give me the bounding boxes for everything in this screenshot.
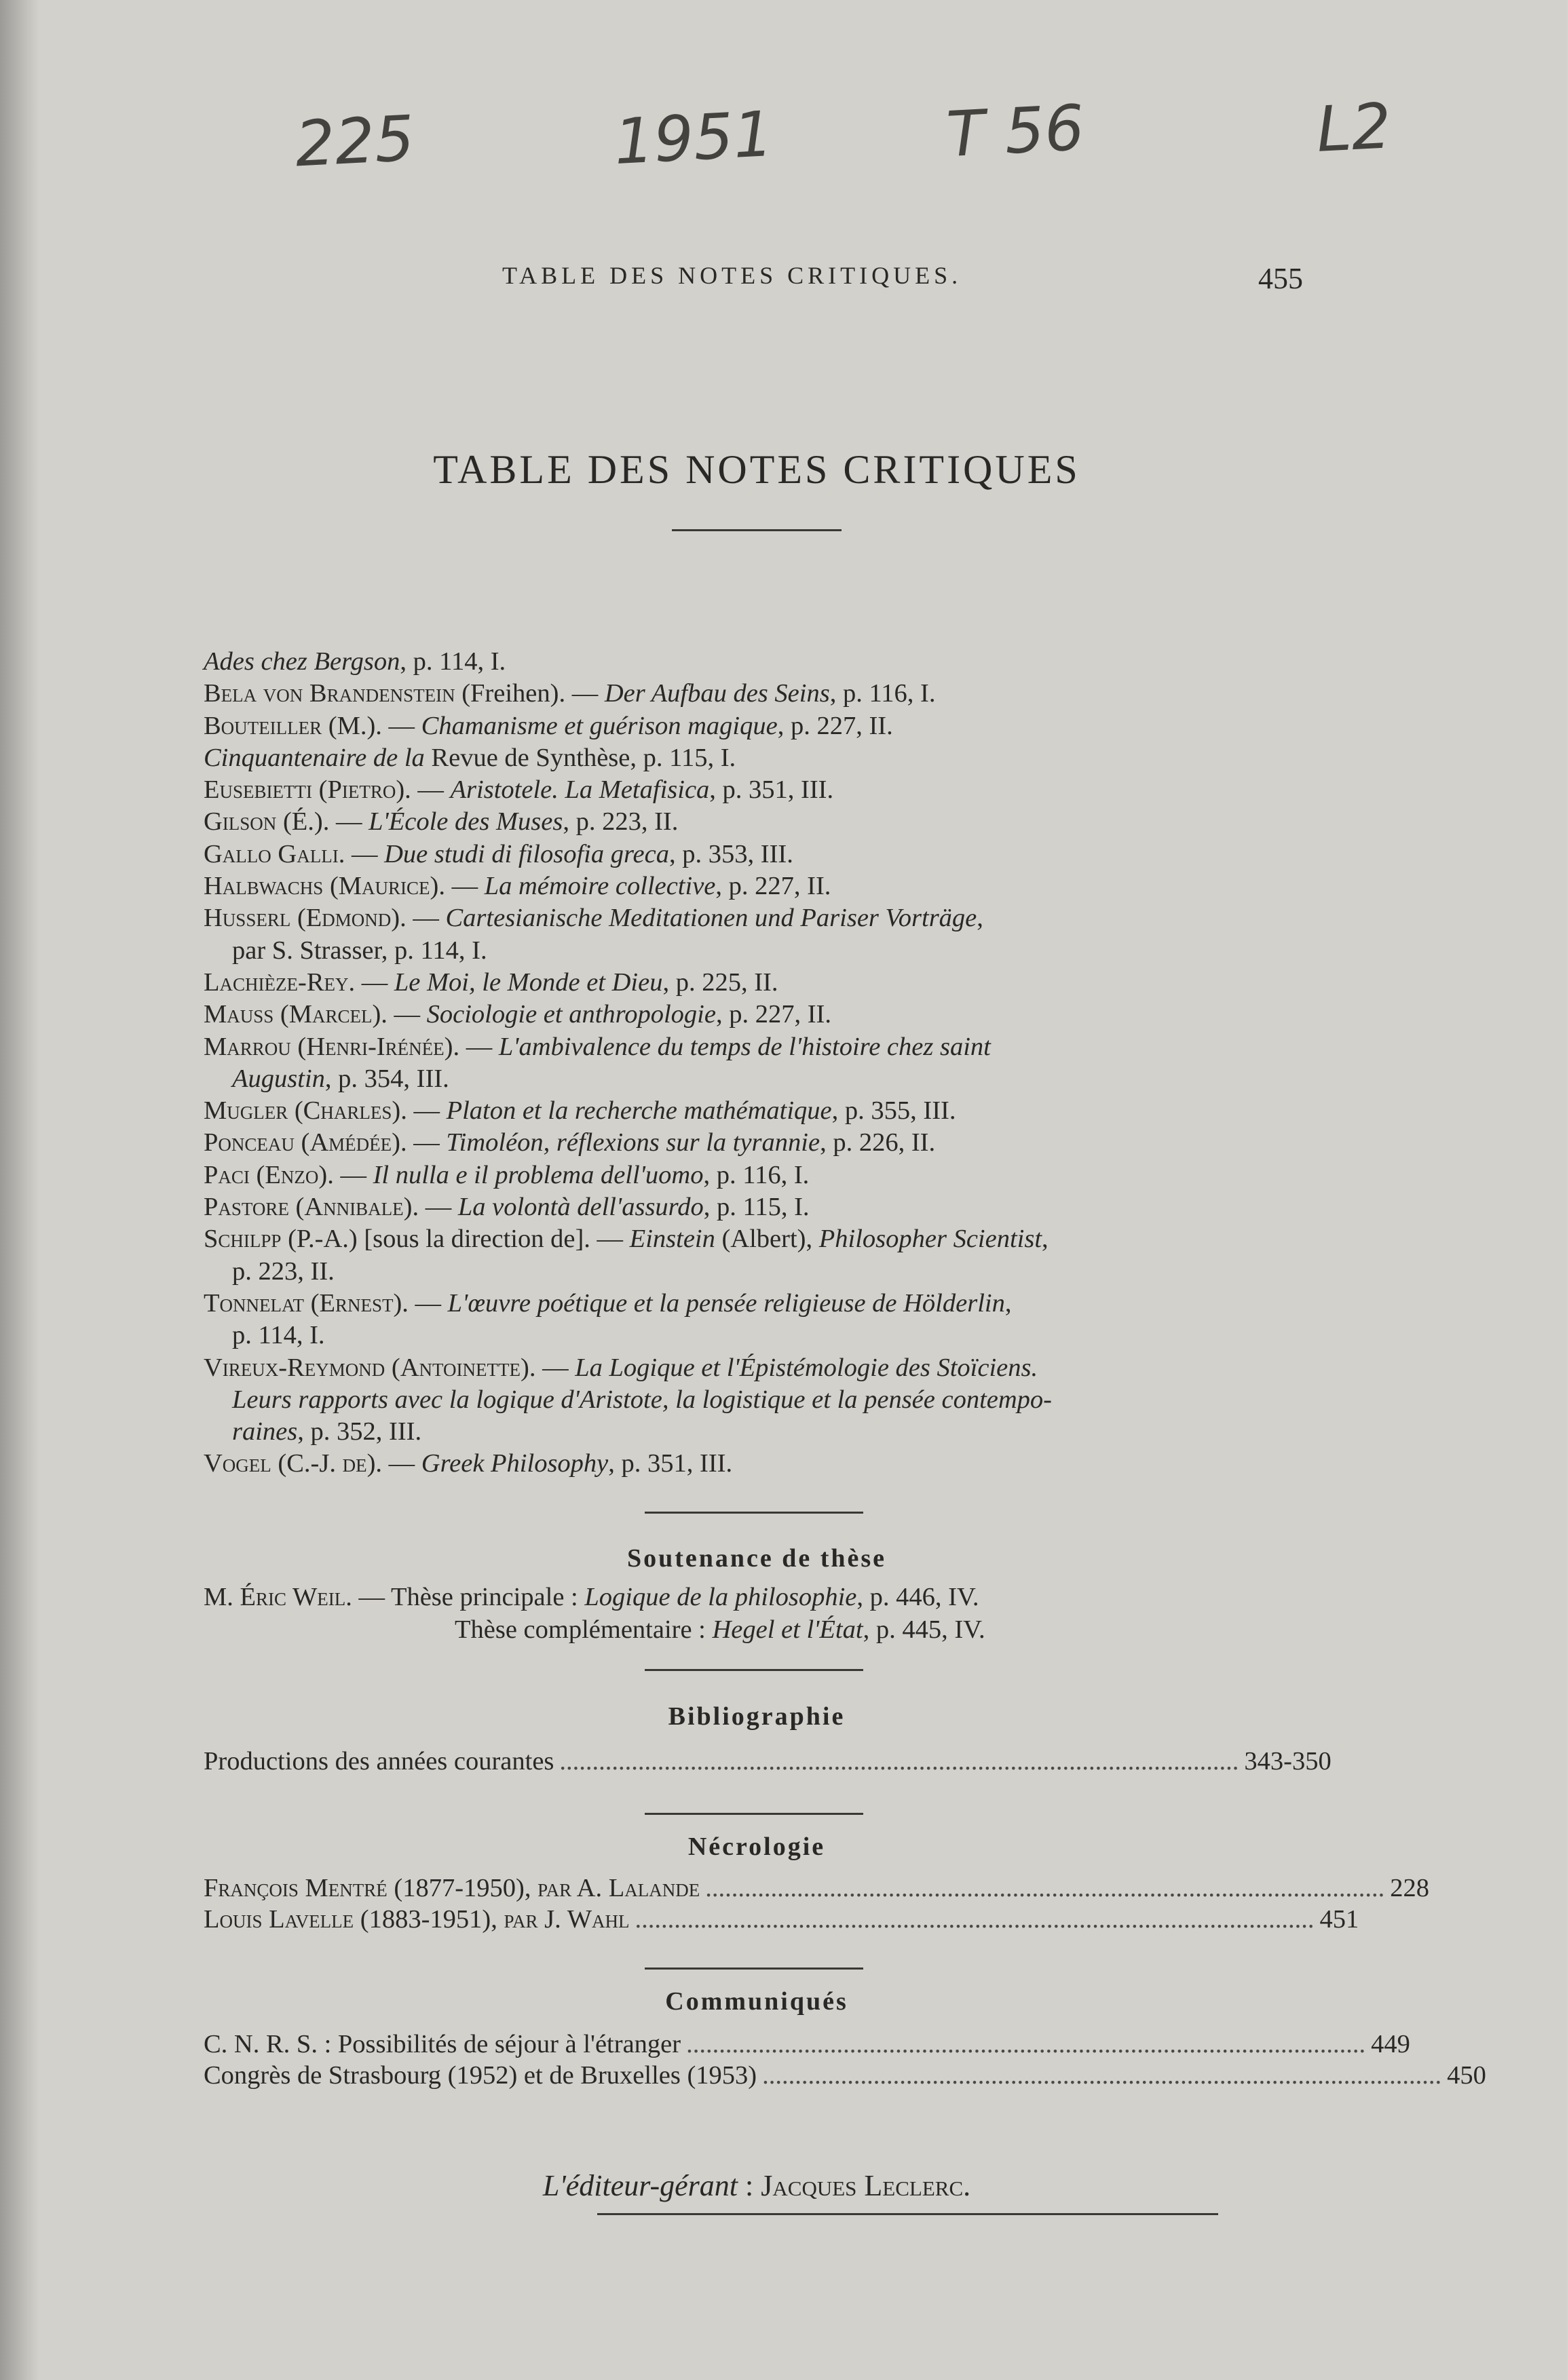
- entry-ref: , p. 355, III.: [831, 1096, 956, 1126]
- entry-title: Chamanisme et guérison magique: [421, 711, 778, 740]
- entry-continuation-text: , p. 354, III.: [324, 1064, 449, 1093]
- critique-entry-continuation: [204, 935, 1296, 967]
- entry-author: Halbwachs (Maurice): [204, 872, 439, 901]
- entry-separator: . —: [400, 1128, 447, 1157]
- entry-title-2: Philosopher Scientist: [818, 1225, 1042, 1254]
- section-rule: [645, 1968, 863, 1970]
- critique-entry: [204, 1223, 1296, 1255]
- entry-title: L'œuvre poétique et la pensée religieuse de Hölderlin: [447, 1288, 1005, 1318]
- critique-entry: [204, 839, 1296, 870]
- entry-separator: . —: [412, 1193, 458, 1222]
- these2-label: Thèse complémentaire :: [455, 1615, 713, 1644]
- page-number: 455: [1258, 262, 1303, 295]
- entry-author: Mugler (Charles): [204, 1096, 401, 1126]
- entry-title: Der Aufbau des Seins: [604, 679, 830, 708]
- section-heading-communiques: Communiqués: [665, 1987, 848, 2016]
- entry-title: Greek Philosophy: [421, 1449, 609, 1478]
- signature-rule: [597, 2213, 1218, 2215]
- critique-entry: [204, 806, 1296, 838]
- entry-ref: ,: [977, 904, 983, 933]
- entry-ref: , p. 116, I.: [703, 1160, 810, 1189]
- entry-title: Cartesianische Meditationen und Pariser Vorträge: [445, 904, 977, 933]
- editeur-signature: [0, 2168, 1513, 2203]
- entry-continuation-text: p. 223, II.: [232, 1256, 335, 1286]
- entry-author: Bela von Brandenstein: [204, 679, 455, 708]
- critique-entry-continuation: [204, 1256, 1296, 1288]
- entry-separator: (M.). —: [322, 711, 421, 740]
- critique-entry: [204, 1288, 1296, 1320]
- entry-continuation-text: Leurs rapports avec la logique d'Aristote, la logistique et la pensée contempo-: [232, 1385, 1052, 1414]
- entry-title: Ades chez Bergson: [204, 647, 400, 676]
- entry-author: Schilpp: [204, 1225, 282, 1254]
- entry-title: La Logique et l'Épistémologie des Stoïciens.: [575, 1353, 1038, 1382]
- handwritten-note-3: T 56: [945, 91, 1087, 172]
- critique-entry: [204, 710, 1296, 742]
- critique-entry: [204, 999, 1296, 1031]
- row-page: 343-350: [1244, 1747, 1332, 1776]
- leader-dots: ........................................................................................................: [705, 1874, 1385, 1902]
- entry-title: Due studi di filosofia greca: [384, 839, 669, 868]
- editeur-role: L'éditeur-gérant: [542, 2169, 738, 2202]
- entry-separator: (Freihen). —: [455, 679, 605, 708]
- entry-author: Pastore (Annibale): [204, 1193, 413, 1222]
- entry-author: Gallo Galli: [204, 839, 339, 868]
- entry-author: Eusebietti (Pietro): [204, 775, 405, 805]
- entry-author: Bouteiller: [204, 711, 322, 740]
- these2-ref: , p. 445, IV.: [863, 1615, 985, 1644]
- row-label: Louis Lavelle (1883-1951), par J. Wahl: [204, 1905, 630, 1934]
- leader-dots: ........................................................................................................: [762, 2061, 1442, 2090]
- entry-title: Le Moi, le Monde et Dieu: [394, 967, 663, 997]
- these-complementaire: [455, 1613, 1296, 1646]
- entry-ref: , p. 115, I.: [703, 1193, 810, 1222]
- entry-continuation-text: , p. 352, III.: [297, 1417, 422, 1446]
- entry-continuation-text: Augustin: [232, 1064, 325, 1093]
- entry-separator: . —: [375, 1449, 421, 1478]
- entry-title: La volontà dell'assurdo: [457, 1193, 704, 1222]
- editeur-sep: :: [738, 2169, 761, 2202]
- entry-ref: , p. 115, I.: [630, 743, 736, 772]
- critique-entry: [204, 774, 1296, 806]
- these2-title: Hegel et l'État: [712, 1615, 863, 1644]
- these-label: . — Thèse principale :: [345, 1583, 585, 1611]
- critique-entry: [204, 646, 1296, 678]
- critique-entry-continuation: [204, 1416, 1296, 1448]
- entry-ref: , p. 227, II.: [715, 872, 831, 901]
- critique-entry-continuation: [204, 1320, 1296, 1351]
- entry-separator: . —: [400, 904, 446, 933]
- entry-separator: . —: [327, 1160, 373, 1189]
- critique-entry: [204, 870, 1296, 902]
- entry-author: Gilson: [204, 807, 277, 837]
- row-label: François Mentré (1877-1950), par A. Lalande: [204, 1874, 700, 1902]
- critique-entry: [204, 1095, 1296, 1127]
- critique-entry-continuation: [204, 1384, 1296, 1416]
- entry-title: La mémoire collective: [484, 872, 716, 901]
- entry-continuation-text: raines: [232, 1417, 298, 1446]
- entry-ref-2: ,: [1042, 1225, 1049, 1254]
- entry-author: Husserl (Edmond): [204, 904, 400, 933]
- row-page: 228: [1390, 1874, 1429, 1902]
- critique-entry: [204, 1031, 1296, 1063]
- section-heading-soutenance: Soutenance de thèse: [626, 1544, 887, 1573]
- entry-author: Lachièze-Rey: [204, 967, 349, 997]
- these-ref: , p. 446, IV.: [856, 1583, 979, 1611]
- entry-separator: . —: [529, 1353, 575, 1382]
- bibliographie-row: [204, 1746, 1332, 1778]
- entry-ref: , p. 351, III.: [709, 775, 834, 805]
- these-title: Logique de la philosophie: [584, 1583, 857, 1611]
- book-spine-shadow: [0, 0, 39, 2380]
- handwritten-note-2: 1951: [612, 97, 775, 179]
- critique-entry-continuation: [204, 1063, 1296, 1095]
- necrologie-row: [204, 1873, 1429, 1904]
- entry-author: Tonnelat (Ernest): [204, 1288, 402, 1318]
- row-page: 451: [1319, 1905, 1359, 1934]
- entry-ref: , p. 227, II.: [715, 1000, 831, 1029]
- critique-entry: [204, 902, 1296, 934]
- these-author: M. Éric Weil: [204, 1583, 346, 1611]
- critique-entry: [204, 1127, 1296, 1159]
- critique-entry: [204, 1448, 1296, 1480]
- entry-ref: (Albert),: [715, 1225, 819, 1254]
- entry-continuation-text: p. 114, I.: [232, 1321, 325, 1350]
- title-rule: [672, 529, 842, 531]
- entry-title: Platon et la recherche mathématique: [446, 1096, 832, 1126]
- entry-ref: , p. 114, I.: [400, 647, 506, 676]
- entry-ref: , p. 116, I.: [829, 679, 936, 708]
- section-heading-necrologie: Nécrologie: [687, 1832, 826, 1861]
- row-page: 450: [1447, 2061, 1486, 2090]
- entry-ref: , p. 225, II.: [662, 967, 778, 997]
- section-heading-bibliographie: Bibliographie: [668, 1702, 846, 1731]
- critique-entry: [204, 742, 1296, 774]
- entry-author: Mauss (Marcel): [204, 1000, 381, 1029]
- entry-separator: . —: [338, 839, 385, 868]
- entry-separator: . —: [453, 1032, 499, 1061]
- handwritten-note-1: 225: [293, 102, 417, 181]
- entry-separator: . —: [400, 1096, 447, 1126]
- entry-ref: , p. 353, III.: [669, 839, 793, 868]
- entry-author: Ponceau (Amédée): [204, 1128, 400, 1157]
- leader-dots: ........................................................................................................: [559, 1747, 1239, 1776]
- entry-separator: (É.). —: [276, 807, 369, 837]
- entry-ref: , p. 351, III.: [608, 1449, 733, 1478]
- entry-author: Marrou (Henri-Irénée): [204, 1032, 453, 1061]
- critique-entry: [204, 967, 1296, 999]
- entry-title: Timoléon, réflexions sur la tyrannie: [446, 1128, 820, 1157]
- entry-journal: Revue de Synthèse: [424, 743, 630, 772]
- entry-title: L'École des Muses: [369, 807, 563, 837]
- entry-title: Il nulla e il problema dell'uomo: [373, 1160, 704, 1189]
- entry-separator: . —: [404, 775, 451, 805]
- entry-continuation-text: par S. Strasser, p. 114, I.: [232, 936, 487, 965]
- leader-dots: ........................................................................................................: [686, 2030, 1366, 2058]
- critique-entry: [204, 1352, 1296, 1384]
- entry-separator: . —: [381, 1000, 427, 1029]
- section-rule: [645, 1813, 863, 1815]
- critique-entry: [204, 678, 1296, 710]
- entries-list: [204, 646, 1296, 1480]
- page-title: TABLE DES NOTES CRITIQUES: [433, 447, 1080, 492]
- entry-separator: . —: [402, 1288, 448, 1318]
- entry-title: Aristotele. La Metafisica: [450, 775, 710, 805]
- entry-separator: . —: [348, 967, 394, 997]
- entry-ref: , p. 223, II.: [563, 807, 679, 837]
- entry-author: Vogel (C.-J. de): [204, 1449, 376, 1478]
- section-rule: [645, 1512, 863, 1514]
- entry-separator: (P.-A.) [sous la direction de]. —: [281, 1225, 630, 1254]
- entry-title: Sociologie et anthropologie: [426, 1000, 716, 1029]
- entry-title: L'ambivalence du temps de l'histoire chez saint: [498, 1032, 991, 1061]
- entry-title: Einstein: [629, 1225, 715, 1254]
- section-rule: [645, 1669, 863, 1671]
- entry-ref: , p. 226, II.: [820, 1128, 936, 1157]
- row-label: Productions des années courantes: [204, 1747, 554, 1776]
- entry-ref: ,: [1004, 1288, 1012, 1318]
- editeur-name: Jacques Leclerc.: [761, 2169, 971, 2202]
- leader-dots: ........................................................................................................: [635, 1905, 1315, 1934]
- row-label: Congrès de Strasbourg (1952) et de Bruxelles (1953): [204, 2061, 757, 2090]
- running-title: TABLE DES NOTES CRITIQUES.: [502, 262, 962, 289]
- row-label: C. N. R. S. : Possibilités de séjour à l'étranger: [204, 2030, 681, 2058]
- communique-row: [204, 2029, 1410, 2060]
- entry-author: Paci (Enzo): [204, 1160, 328, 1189]
- necrologie-row: [204, 1904, 1359, 1936]
- critique-entry: [204, 1159, 1296, 1191]
- communique-row: [204, 2060, 1486, 2092]
- entry-separator: . —: [438, 872, 485, 901]
- critique-entry: [204, 1191, 1296, 1223]
- row-page: 449: [1371, 2030, 1410, 2058]
- entry-ref: , p. 227, II.: [777, 711, 893, 740]
- handwritten-note-4: L2: [1315, 90, 1393, 166]
- entry-author: Vireux-Reymond (Antoinette): [204, 1353, 529, 1382]
- entry-title: Cinquantenaire de la: [204, 743, 425, 772]
- these-principale: [204, 1581, 1296, 1613]
